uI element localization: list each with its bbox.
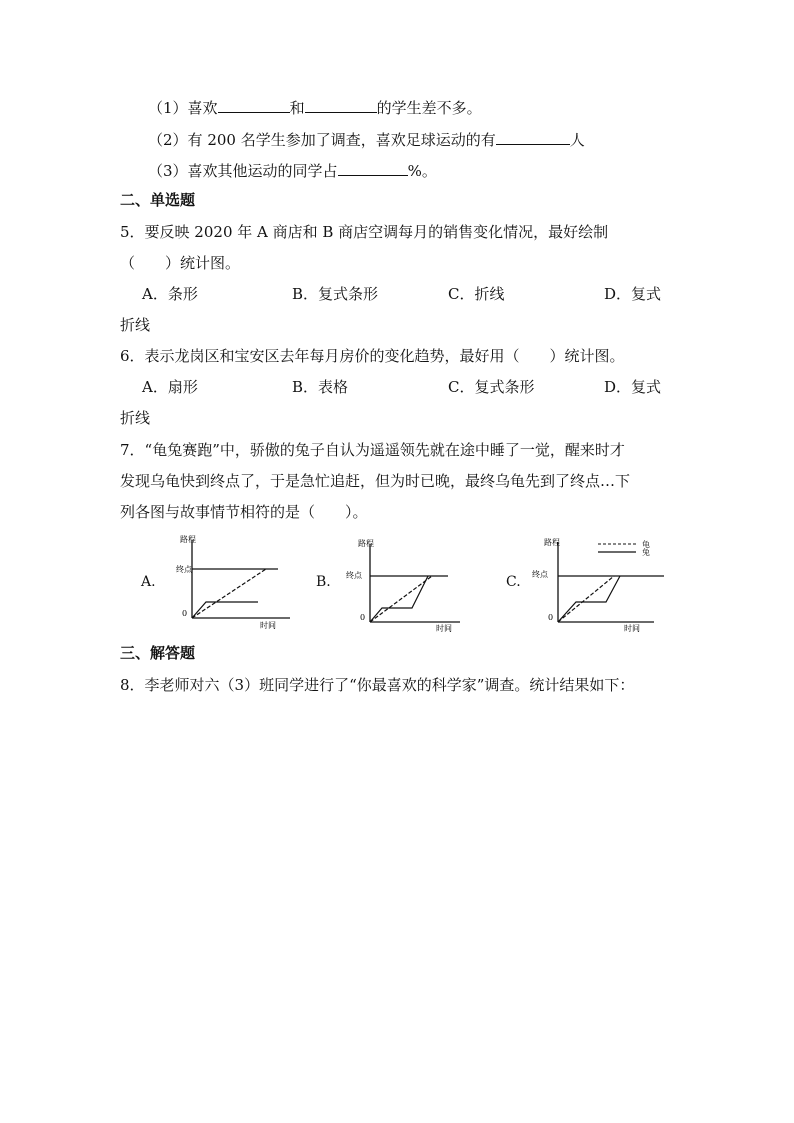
q5-option-a[interactable]: A．条形 xyxy=(142,285,198,303)
x-axis-label: 时间 xyxy=(260,621,276,630)
q7-graph-b-label[interactable]: B. xyxy=(316,574,331,590)
q7-graph-c[interactable] xyxy=(524,536,674,634)
q4-sub-2: （2）有 200 名学生参加了调查，喜欢足球运动的有 人 xyxy=(148,128,585,150)
rabbit-line xyxy=(558,576,620,622)
q5-stem-line2: （ ）统计图。 xyxy=(120,254,241,272)
q5-option-d[interactable]: D．复式 xyxy=(604,285,662,303)
q7-graph-b[interactable] xyxy=(336,538,476,634)
legend-rabbit-label: 兔 xyxy=(642,548,650,557)
origin-label: 0 xyxy=(182,609,188,618)
finish-label: 终点 xyxy=(176,565,192,574)
q8-stem: 8．李老师对六（3）班同学进行了“你最喜欢的科学家”调查。统计结果如下： xyxy=(120,676,635,694)
rabbit-line xyxy=(192,602,258,618)
answer-blank[interactable] xyxy=(305,96,377,113)
section-heading-single-choice: 二、单选题 xyxy=(120,191,196,209)
tortoise-line xyxy=(192,569,266,618)
answer-blank[interactable] xyxy=(218,96,290,113)
answer-blank[interactable] xyxy=(496,128,570,145)
rabbit-line xyxy=(370,576,428,622)
tortoise-line xyxy=(370,576,432,622)
q7-stem-line3: 列各图与故事情节相符的是（ ）。 xyxy=(120,503,368,521)
q6-stem: 6．表示龙岗区和宝安区去年每月房价的变化趋势，最好用（ ）统计图。 xyxy=(120,347,625,365)
q4-sub-3: （3）喜欢其他运动的同学占 %。 xyxy=(148,159,437,181)
q5-stem-line1: 5．要反映 2020 年 A 商店和 B 商店空调每月的销售变化情况，最好绘制 xyxy=(120,223,609,241)
q6-option-a[interactable]: A．扇形 xyxy=(142,378,198,396)
answer-blank[interactable] xyxy=(338,159,408,176)
x-axis-label: 时间 xyxy=(624,624,640,633)
q7-graph-a[interactable] xyxy=(158,532,298,632)
q7-graph-a-label[interactable]: A. xyxy=(141,574,156,590)
q6-option-b[interactable]: B．表格 xyxy=(292,378,349,396)
q6-option-c[interactable]: C．复式条形 xyxy=(448,378,535,396)
q7-stem-line2: 发现乌龟快到终点了，于是急忙追赶，但为时已晚，最终乌龟先到了终点…下 xyxy=(120,472,631,490)
q5-option-d-wrap: 折线 xyxy=(120,316,151,334)
x-axis-label: 时间 xyxy=(436,624,452,633)
y-axis-label: 路程 xyxy=(358,539,374,548)
origin-label: 0 xyxy=(360,613,366,622)
q5-option-b[interactable]: B．复式条形 xyxy=(292,285,379,303)
finish-label: 终点 xyxy=(346,571,362,580)
q5-option-c[interactable]: C．折线 xyxy=(448,285,505,303)
q6-option-d[interactable]: D．复式 xyxy=(604,378,662,396)
q6-option-d-wrap: 折线 xyxy=(120,409,151,427)
q7-stem-line1: 7．“龟兔赛跑”中，骄傲的兔子自认为遥遥领先就在途中睡了一觉，醒来时才 xyxy=(120,441,625,459)
origin-label: 0 xyxy=(548,613,554,622)
y-axis-label: 路程 xyxy=(180,535,196,544)
finish-label: 终点 xyxy=(532,570,548,579)
q4-sub-1: （1）喜欢 和 的学生差不多。 xyxy=(148,96,482,118)
q7-graph-c-label[interactable]: C. xyxy=(506,574,521,590)
section-heading-answer: 三、解答题 xyxy=(120,644,196,662)
tortoise-line xyxy=(558,576,614,622)
legend-tortoise-label: 龟 xyxy=(642,540,650,549)
y-axis-label: 路程 xyxy=(544,538,560,547)
